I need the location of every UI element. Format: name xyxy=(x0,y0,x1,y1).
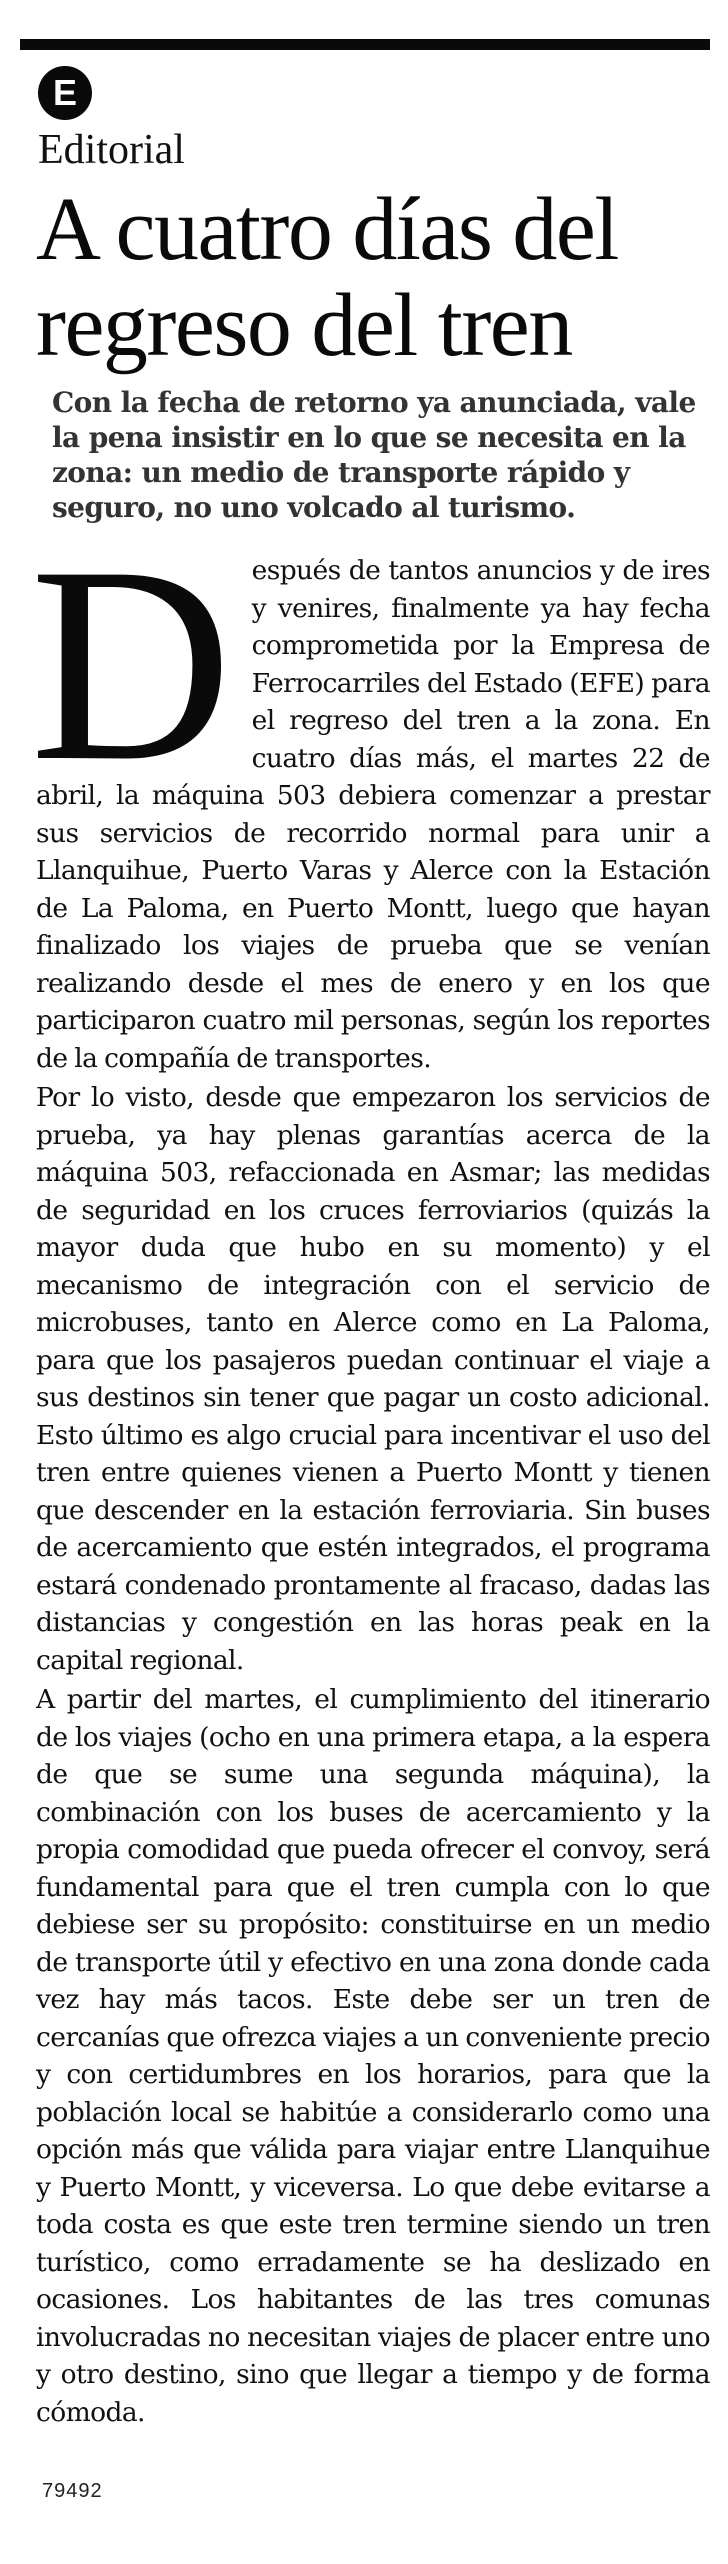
editorial-badge xyxy=(38,66,92,120)
headline: A cuatro días del regreso del tren xyxy=(36,180,618,375)
top-rule xyxy=(20,39,710,50)
badge-letter: E xyxy=(52,72,77,113)
clip-code: 79492 xyxy=(42,2480,103,2502)
drop-cap: D xyxy=(30,508,232,819)
section-label: Editorial xyxy=(38,127,185,173)
paragraph-2: Por lo visto, desde que empezaron los servicios de prueba, ya hay plenas garantías acerca de la máquina 503, refaccionada en Asmar; las medidas de seguridad en los cruces ferroviarios (quizás la mayor duda que hubo en su momento) y el mecanismo de integración con el servicio de microbuses, tanto en Alerce como en La Paloma, para que los pasajeros puedan continuar el viaje a sus destinos sin tener que pagar un costo adicional. Esto último es algo crucial para incentivar el uso del tren entre quienes vienen a Puerto Montt y tienen que descender en la estación ferroviaria. Sin buses de acercamiento que estén integrados, el programa estará condenado prontamente al fracaso, dadas las distancias y congestión en las horas peak en la capital regional. xyxy=(36,1082,710,1676)
standfirst: Con la fecha de retorno ya anunciada, vale la pena insistir en lo que se necesita en la zona: un medio de transporte rápido y seguro, no uno volcado al turismo. xyxy=(52,386,696,524)
paragraph-1 xyxy=(30,508,710,1077)
paragraph-3: A partir del martes, el cumplimiento del itinerario de los viajes (ocho en una primera etapa, a la espera de que se sume una segunda máquina), la combinación con los buses de acercamiento y la propia comodidad que pueda ofrecer el convoy, será fundamental para que el tren cumpla con lo que debiese ser su propósito: constituirse en un medio de transporte útil y efectivo en una zona donde cada vez hay más tacos. Este debe ser un tren de cercanías que ofrezca viajes a un conveniente precio y con certidumbres en los horarios, para que la población local se habitúe a considerarlo como una opción más que válida para viajar entre Llanquihue y Puerto Montt, y viceversa. Lo que debe evitarse a toda costa es que este tren termine siendo un tren turístico, como erradamente se ha deslizado en ocasiones. Los habitantes de las tres comunas involucradas no necesitan viajes de placer entre uno y otro destino, sino que llegar a tiempo y de forma cómoda. xyxy=(36,1684,710,2428)
paragraph-1-text: espués de tantos anuncios y de ires y venires, finalmente ya hay fecha comprometida por la Empresa de Ferrocarriles del Estado (EFE) para el regreso del tren a la zona. En cuatro días más, el martes 22 de abril, la máquina 503 debiera comenzar a prestar sus servicios de recorrido normal para unir a Llanquihue, Puerto Varas y Alerce con la Estación de La Paloma, en Puerto Montt, luego que hayan finalizado los viajes de prueba que se venían realizando desde el mes de enero y en los que participaron cuatro mil personas, según los reportes de la compañía de transportes. xyxy=(36,555,710,1074)
article-body xyxy=(30,508,710,2433)
